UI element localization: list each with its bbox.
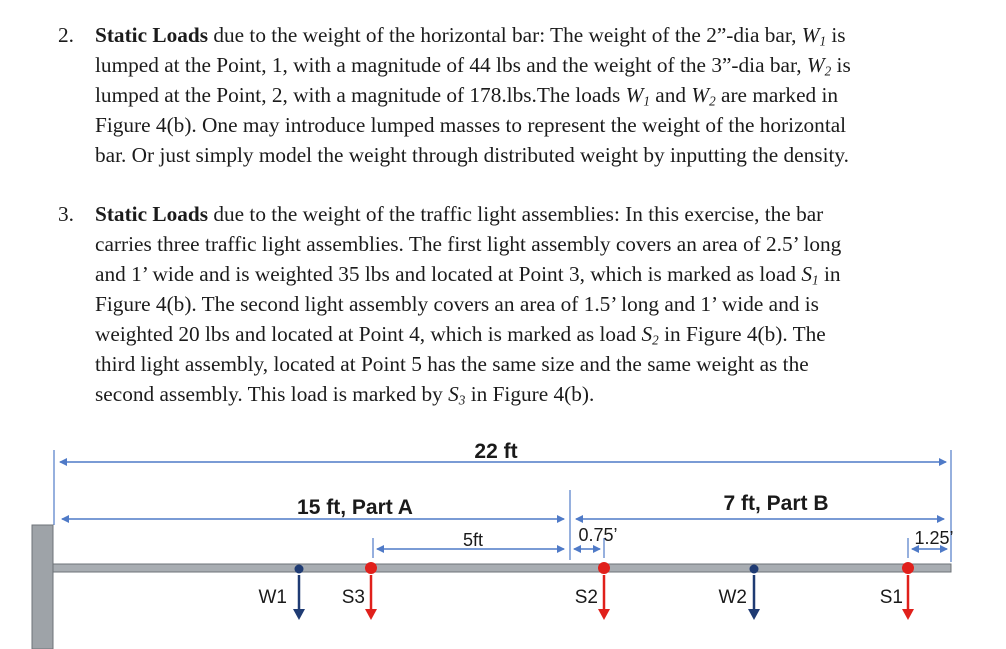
text-line: Figure 4(b). One may introduce lumped masses to represent the weight of the horizontal: [95, 113, 847, 137]
dimension-s1-label: 1.25’: [914, 528, 954, 548]
math-variable: $W_1$: [625, 83, 650, 109]
dimension-part-a-label: 15 ft, Part A: [297, 496, 413, 519]
text-line: Static Loads due to the weight of the traffic light assemblies: In this exercise, the bar: [95, 202, 824, 226]
text-line: lumped at the Point, 1, with a magnitude of 44 lbs and the weight of the 3”-dia bar, $W_2$ is: [95, 53, 851, 79]
math-variable: $W_2$: [691, 83, 716, 109]
dimension-part-b-label: 7 ft, Part B: [723, 492, 829, 515]
text-line: Figure 4(b). The second light assembly covers an area of 1.5’ long and 1’ wide and is: [95, 292, 819, 316]
dimension-total-label: 22 ft: [474, 440, 518, 463]
math-variable: $W_1$: [801, 23, 827, 49]
load-w2: [719, 565, 761, 621]
text-line: Static Loads due to the weight of the horizontal bar: The weight of the 2”-dia bar, $W_1$ is: [95, 23, 846, 49]
item-heading: Static Loads: [95, 23, 209, 47]
text-line: third light assembly, located at Point 5 has the same size and the same weight as the: [95, 352, 809, 376]
item-number: 3.: [58, 202, 74, 226]
text-line: weighted 20 lbs and located at Point 4, which is marked as load $S_2$ in Figure 4(b). The: [95, 322, 826, 348]
vertical-post: [32, 525, 53, 649]
math-variable: $S_3$: [448, 382, 466, 408]
item-heading: Static Loads: [95, 202, 209, 226]
dimension-s2-label: 0.75’: [578, 525, 618, 545]
load-label-w1: W1: [258, 587, 287, 608]
load-label-s3: S3: [341, 587, 365, 608]
item-number: 2.: [58, 23, 74, 47]
text-line: bar. Or just simply model the weight through distributed weight by inputting the density.: [95, 143, 849, 167]
text-line: carries three traffic light assemblies. The first light assembly covers an area of 2.5’ long: [95, 232, 842, 256]
beam-diagram: [0, 425, 1006, 649]
dimension-s3-label: 5ft: [462, 530, 484, 550]
load-label-s2: S2: [574, 587, 598, 608]
horizontal-bar: [53, 564, 951, 572]
math-variable: $S_1$: [801, 262, 819, 288]
load-label-w2: W2: [718, 587, 747, 608]
load-w1: [259, 565, 306, 621]
item-text: [95, 199, 965, 409]
text-line: lumped at the Point, 2, with a magnitude of 178.lbs.The loads $W_1$ and $W_2$ are marked in: [95, 83, 839, 109]
math-variable: $S_2$: [641, 322, 659, 348]
text-line: and 1’ wide and is weighted 35 lbs and located at Point 3, which is marked as load $S_1$ in: [95, 262, 841, 288]
load-label-s1: S1: [879, 587, 903, 608]
item-text: [95, 20, 965, 170]
math-variable: $W_2$: [806, 53, 832, 79]
text-line: second assembly. This load is marked by $S_3$ in Figure 4(b).: [95, 382, 595, 408]
